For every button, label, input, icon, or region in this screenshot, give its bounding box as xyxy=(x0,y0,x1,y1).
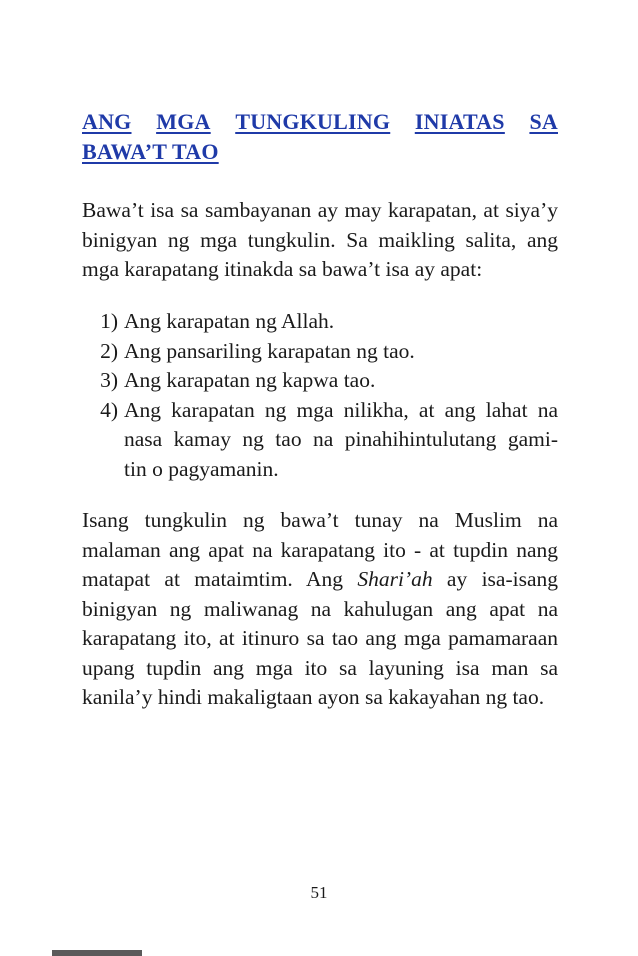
paragraph-line: kanila’y hindi makaligtaan ayon sa kakayahan ng tao. xyxy=(82,685,545,709)
paragraph-line: binigyan ng mga tungkulin. Sa maikling salita, ang xyxy=(82,227,558,252)
heading-word: MGA xyxy=(156,109,211,134)
heading-word: INIATAS xyxy=(414,109,505,134)
list-number: 1) xyxy=(100,309,118,333)
intro-paragraph xyxy=(82,196,558,285)
list-item xyxy=(82,337,558,367)
shariah-term: Shari’ah xyxy=(357,567,433,591)
paragraph-line: Bawa’t isa sa sambayanan ay may karapatan, at siya’y xyxy=(82,198,558,222)
heading-word: TUNGKULING xyxy=(235,109,391,134)
paragraph-line: karapatang ito, at itinuro sa tao ang mga pamamaraan xyxy=(82,626,558,650)
body-paragraph xyxy=(82,506,558,713)
paragraph-line: upang tupdin ang mga ito sa layuning isa man sa xyxy=(82,655,558,680)
section-heading xyxy=(82,107,558,167)
list-item-text: nasa kamay ng tao na pinahihintulutang gami- xyxy=(124,427,558,451)
heading-line-1 xyxy=(82,107,558,137)
heading-word: SA xyxy=(529,109,558,134)
list-number: 4) xyxy=(100,397,118,422)
scan-edge-mark xyxy=(52,950,142,956)
list-number: 2) xyxy=(100,338,118,363)
heading-line-2: BAWA’T TAO xyxy=(82,139,219,164)
list-number: 3) xyxy=(100,368,118,392)
paragraph-line xyxy=(82,565,558,595)
list-item-text: tin o pagyamanin. xyxy=(124,456,279,481)
list-item-text: Ang karapatan ng mga nilikha, at ang lahat na xyxy=(124,397,558,422)
heading-word: ANG xyxy=(82,109,132,134)
list-item-text: Ang karapatan ng kapwa tao. xyxy=(124,368,376,392)
paragraph-line: malaman ang apat na karapatang ito - at tupdin nang xyxy=(82,537,558,562)
list-item-text: Ang karapatan ng Allah. xyxy=(124,309,335,333)
list-item xyxy=(82,307,558,337)
paragraph-line: mga karapatang itinakda sa bawa’t isa ay apat: xyxy=(82,257,483,281)
rights-list xyxy=(82,307,558,484)
paragraph-line: Isang tungkulin ng bawa’t tunay na Muslim na xyxy=(82,508,558,532)
paragraph-line: binigyan ng maliwanag na kahulugan ang apat na xyxy=(82,596,558,621)
text-run: matapat at mataimtim. Ang xyxy=(82,567,358,591)
list-item-text: Ang pansariling karapatan ng tao. xyxy=(124,338,415,363)
list-item xyxy=(82,396,558,485)
page-number: 51 xyxy=(310,883,328,902)
text-run: ay isa-isang xyxy=(432,567,558,591)
list-item xyxy=(82,366,558,396)
